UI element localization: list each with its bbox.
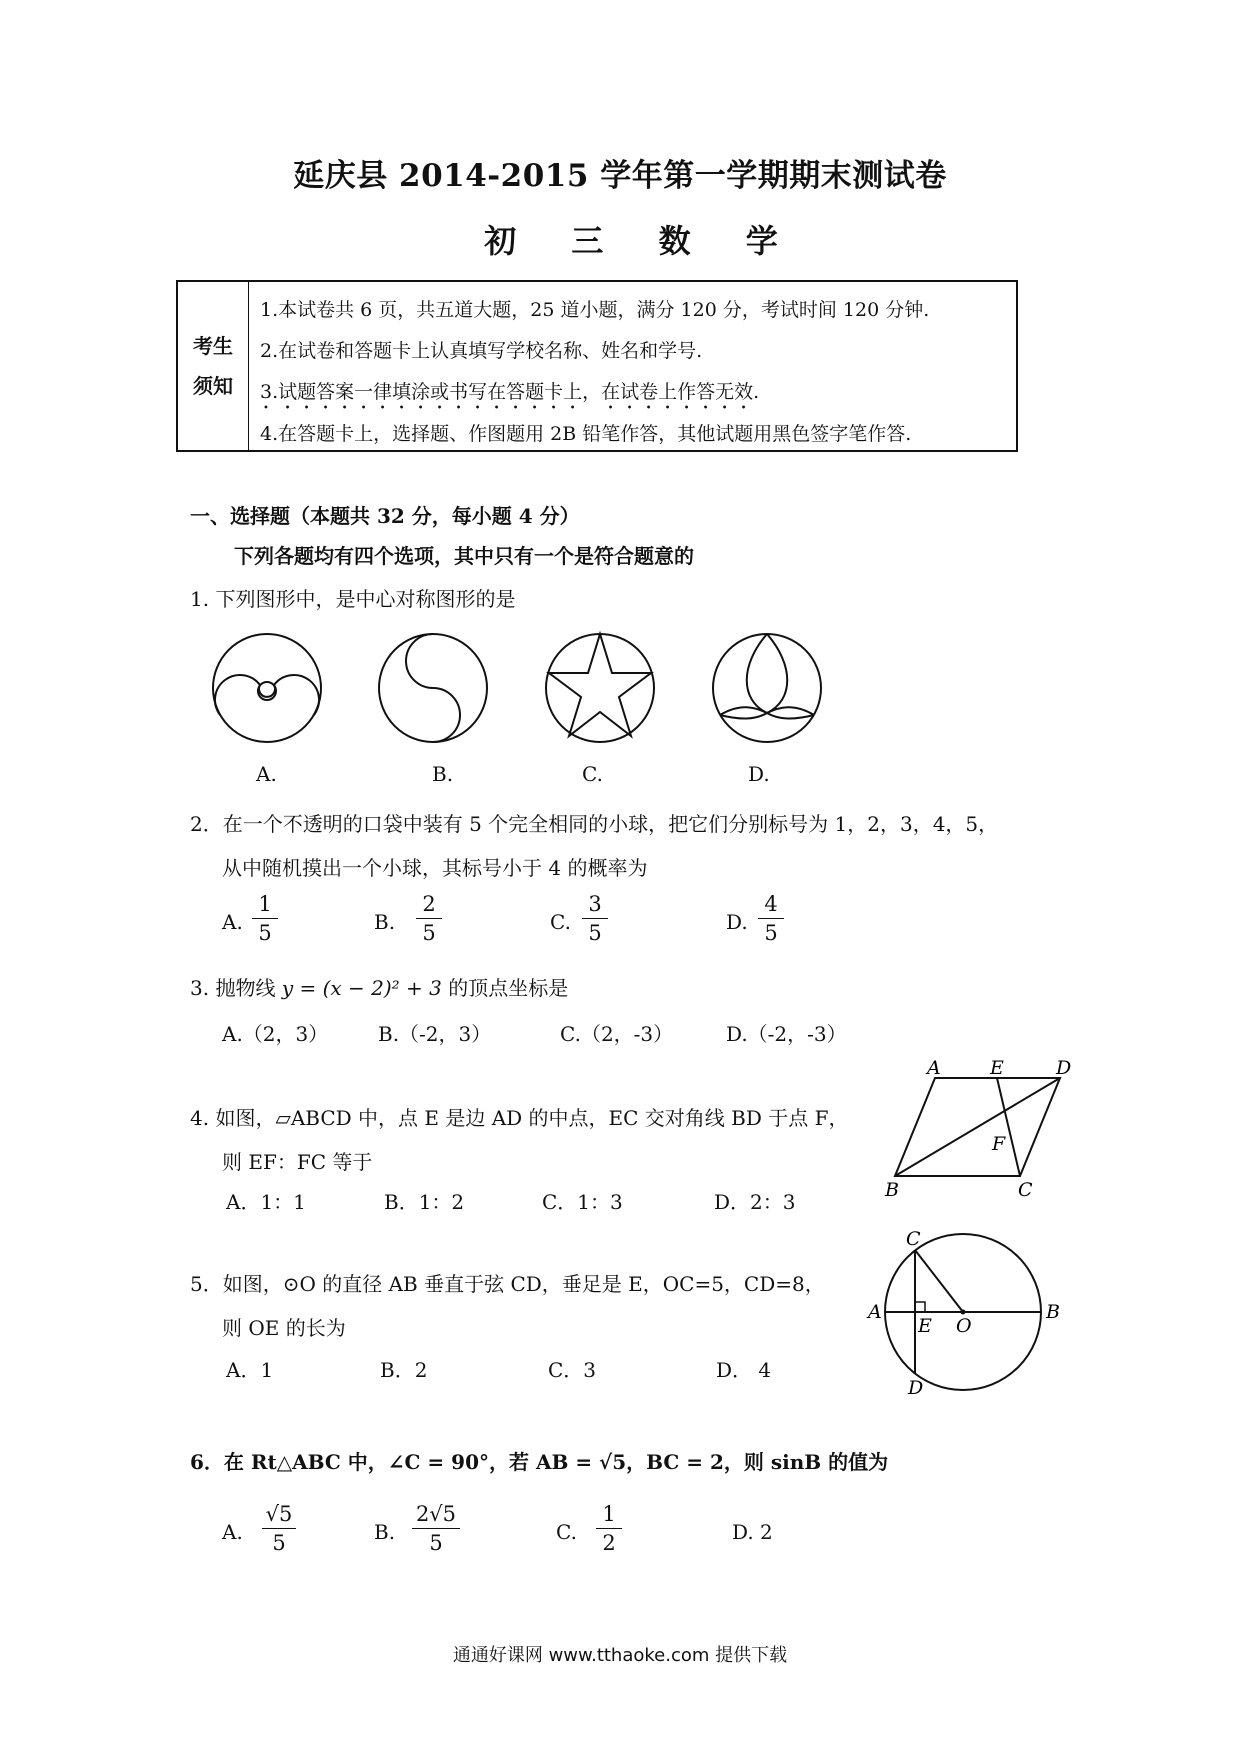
fraction-denominator: 5 bbox=[764, 921, 778, 945]
question-2-option-a-letter: A. bbox=[222, 910, 243, 934]
label-c: C bbox=[1018, 1179, 1033, 1200]
fraction-numerator: 1 bbox=[252, 892, 278, 919]
label-a: A bbox=[927, 1060, 941, 1079]
question-5-line-1: 5．如图，⊙O 的直径 AB 垂直于弦 CD，垂足是 E，OC=5，CD=8， bbox=[190, 1272, 825, 1296]
label-b: B bbox=[885, 1179, 899, 1200]
page-title: 延庆县 2014-2015 学年第一学期期末测试卷 bbox=[293, 158, 947, 194]
notice-items bbox=[260, 290, 929, 455]
question-4-line-1: 4. 如图，▱ABCD 中，点 E 是边 AD 的中点，EC 交对角线 BD 于点 F， bbox=[190, 1106, 849, 1130]
section-instruction: 下列各题均有四个选项，其中只有一个是符合题意的 bbox=[234, 544, 694, 568]
label-a: A bbox=[868, 1301, 882, 1323]
label-o: O bbox=[956, 1315, 972, 1337]
question-6-option-b-letter: B. bbox=[374, 1520, 396, 1544]
question-2-option-a-fraction bbox=[252, 892, 278, 945]
question-6-option-d-letter: D. bbox=[732, 1520, 754, 1544]
question-2-line-2: 从中随机摸出一个小球，其标号小于 4 的概率为 bbox=[222, 856, 648, 880]
question-5-figure bbox=[860, 1228, 1070, 1398]
label-c: C bbox=[906, 1228, 921, 1250]
question-6-option-c-letter: C. bbox=[556, 1520, 577, 1544]
question-3-prefix: 3. 抛物线 bbox=[190, 976, 276, 1000]
question-3-option-c: C.（2，-3） bbox=[560, 1022, 674, 1046]
fraction-numerator: 4 bbox=[758, 892, 784, 919]
question-3-option-d: D.（-2，-3） bbox=[726, 1022, 847, 1046]
question-4-option-a: A．1：1 bbox=[226, 1190, 306, 1214]
figure-d bbox=[713, 634, 821, 742]
question-2-option-d-fraction bbox=[758, 892, 784, 945]
label-d: D bbox=[1056, 1060, 1072, 1079]
notice-label bbox=[178, 282, 249, 450]
label-b: B bbox=[1046, 1301, 1060, 1323]
question-6-option-d-value: 2 bbox=[760, 1520, 773, 1544]
question-5-line-2: 则 OE 的长为 bbox=[222, 1316, 346, 1340]
question-3-suffix: 的顶点坐标是 bbox=[448, 976, 569, 1000]
question-2-line-1: 2．在一个不透明的口袋中装有 5 个完全相同的小球，把它们分别标号为 1，2，3，4，5， bbox=[190, 812, 999, 836]
fraction-numerator: 1 bbox=[596, 1502, 622, 1529]
segment-ec bbox=[997, 1078, 1020, 1176]
right-angle-mark bbox=[915, 1302, 925, 1312]
notice-label-bottom: 须知 bbox=[193, 374, 233, 398]
question-4-option-b: B．1：2 bbox=[384, 1190, 465, 1214]
question-2-option-b-fraction bbox=[416, 892, 442, 945]
question-1-option-b: B. bbox=[432, 762, 454, 786]
fraction-numerator: 3 bbox=[582, 892, 608, 919]
fraction-denominator: 5 bbox=[422, 921, 436, 945]
question-1-option-c: C. bbox=[582, 762, 603, 786]
question-2-option-c-letter: C. bbox=[550, 910, 571, 934]
fraction-denominator: 5 bbox=[588, 921, 602, 945]
question-6-option-d bbox=[732, 1520, 773, 1544]
figure-a bbox=[213, 634, 321, 742]
fraction-numerator: 2 bbox=[416, 892, 442, 919]
question-6-option-c-fraction bbox=[596, 1502, 622, 1555]
notice-item-4: 4.在答题卡上，选择题、作图题用 2B 铅笔作答，其他试题用黑色签字笔作答. bbox=[260, 423, 912, 445]
fraction-denominator: 2 bbox=[602, 1531, 616, 1555]
question-1-option-a: A. bbox=[256, 762, 277, 786]
question-6-option-a-fraction bbox=[262, 1502, 296, 1555]
notice-item-1: 1.本试卷共 6 页，共五道大题，25 道小题，满分 120 分，考试时间 120 分钟. bbox=[260, 299, 930, 321]
question-1-figures bbox=[200, 625, 840, 755]
section-heading: 一、选择题（本题共 32 分，每小题 4 分） bbox=[190, 504, 580, 528]
figure-c bbox=[546, 634, 654, 742]
label-d: D bbox=[908, 1377, 924, 1398]
diagonal-bd bbox=[895, 1078, 1060, 1176]
footer: 通通好课网 www.tthaoke.com 提供下载 bbox=[452, 1645, 788, 1666]
notice-label-top: 考生 bbox=[193, 334, 233, 358]
fraction-denominator: 5 bbox=[272, 1531, 286, 1555]
fraction-denominator: 5 bbox=[258, 921, 272, 945]
question-5-option-c: C．3 bbox=[548, 1358, 597, 1382]
fraction-numerator: √5 bbox=[262, 1502, 296, 1529]
fraction-denominator: 5 bbox=[429, 1531, 443, 1555]
label-e: E bbox=[990, 1060, 1004, 1079]
figure-b bbox=[379, 634, 487, 742]
notice-box bbox=[176, 280, 1018, 452]
question-1-text: 1. 下列图形中，是中心对称图形的是 bbox=[190, 587, 516, 611]
question-6-option-a-letter: A. bbox=[222, 1520, 243, 1544]
question-5-option-d: D． 4 bbox=[716, 1358, 772, 1382]
question-4-line-2: 则 EF：FC 等于 bbox=[222, 1150, 373, 1174]
question-3-formula: y = (x − 2)² + 3 bbox=[281, 976, 442, 1000]
question-4-option-d: D．2：3 bbox=[714, 1190, 796, 1214]
question-1-option-d: D. bbox=[748, 762, 770, 786]
question-4-option-c: C．1：3 bbox=[542, 1190, 623, 1214]
question-2-option-b-letter: B. bbox=[374, 910, 396, 934]
fraction-numerator: 2√5 bbox=[412, 1502, 460, 1529]
page-subtitle: 初 三 数 学 bbox=[484, 222, 800, 260]
question-3-option-b: B.（-2，3） bbox=[378, 1022, 492, 1046]
question-5-option-b: B．2 bbox=[380, 1358, 428, 1382]
notice-item-2: 2.在试卷和答题卡上认真填写学校名称、姓名和学号. bbox=[260, 340, 703, 362]
question-2-option-d-letter: D. bbox=[726, 910, 748, 934]
label-e: E bbox=[918, 1315, 932, 1337]
question-6-option-b-fraction bbox=[412, 1502, 460, 1555]
question-2-option-c-fraction bbox=[582, 892, 608, 945]
question-5-option-a: A．1 bbox=[226, 1358, 274, 1382]
center-point bbox=[961, 1310, 966, 1315]
question-4-figure bbox=[880, 1060, 1080, 1200]
question-3-text bbox=[190, 966, 568, 1010]
question-3-option-a: A.（2，3） bbox=[222, 1022, 329, 1046]
notice-item-3: 3.试题答案一律填涂或书写在答题卡上，在试卷上作答无效. bbox=[260, 381, 760, 403]
question-6-text: 6．在 Rt△ABC 中，∠C = 90°，若 AB = √5，BC = 2，则 sinB 的值为 bbox=[190, 1450, 889, 1474]
label-f: F bbox=[992, 1133, 1006, 1155]
